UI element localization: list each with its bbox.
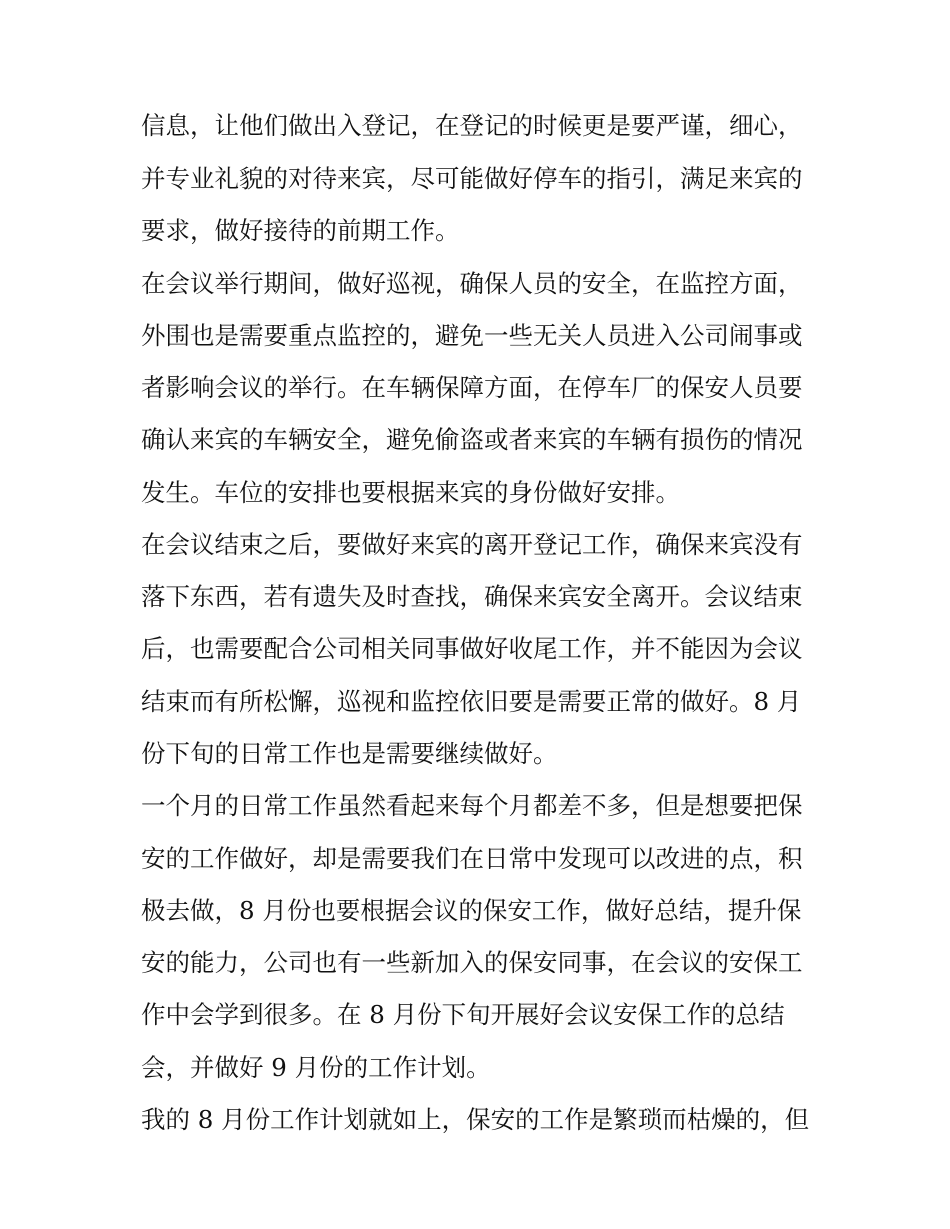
text-line: 我的 8 月份工作计划就如上，保安的工作是繁琐而枯燥的，但 xyxy=(141,1105,810,1134)
text-line: 者影响会议的举行。在车辆保障方面，在停车厂的保安人员要 xyxy=(141,373,803,402)
text-line: 落下东西，若有遗失及时查找，确保来宾安全离开。会议结束 xyxy=(141,582,803,611)
text-line: 在会议举行期间，做好巡视，确保人员的安全，在监控方面， xyxy=(141,269,803,298)
text-line: 后，也需要配合公司相关同事做好收尾工作，并不能因为会议 xyxy=(141,634,803,663)
text-line: 安的能力，公司也有一些新加入的保安同事，在会议的安保工 xyxy=(141,948,803,977)
text-line: 要求，做好接待的前期工作。 xyxy=(141,216,460,245)
text-line: 会，并做好 9 月份的工作计划。 xyxy=(141,1053,491,1082)
text-line: 并专业礼貌的对待来宾，尽可能做好停车的指引，满足来宾的 xyxy=(141,164,803,193)
text-line: 外围也是需要重点监控的，避免一些无关人员进入公司闹事或 xyxy=(141,321,803,350)
text-line: 安的工作做好，却是需要我们在日常中发现可以改进的点，积 xyxy=(141,844,803,873)
text-line: 作中会学到很多。在 8 月份下旬开展好会议安保工作的总结 xyxy=(141,1000,785,1029)
text-line: 确认来宾的车辆安全，避免偷盗或者来宾的车辆有损伤的情况 xyxy=(141,425,803,454)
text-line: 结束而有所松懈，巡视和监控依旧要是需要正常的做好。8 月 xyxy=(141,687,802,716)
text-line: 份下旬的日常工作也是需要继续做好。 xyxy=(141,739,558,768)
text-line: 极去做，8 月份也要根据会议的保安工作，做好总结，提升保 xyxy=(141,896,802,925)
text-line: 发生。车位的安排也要根据来宾的身份做好安排。 xyxy=(141,478,680,507)
text-line: 信息，让他们做出入登记，在登记的时候更是要严谨，细心， xyxy=(141,111,803,140)
text-line: 一个月的日常工作虽然看起来每个月都差不多，但是想要把保 xyxy=(141,791,803,820)
text-line: 在会议结束之后，要做好来宾的离开登记工作，确保来宾没有 xyxy=(141,530,803,559)
